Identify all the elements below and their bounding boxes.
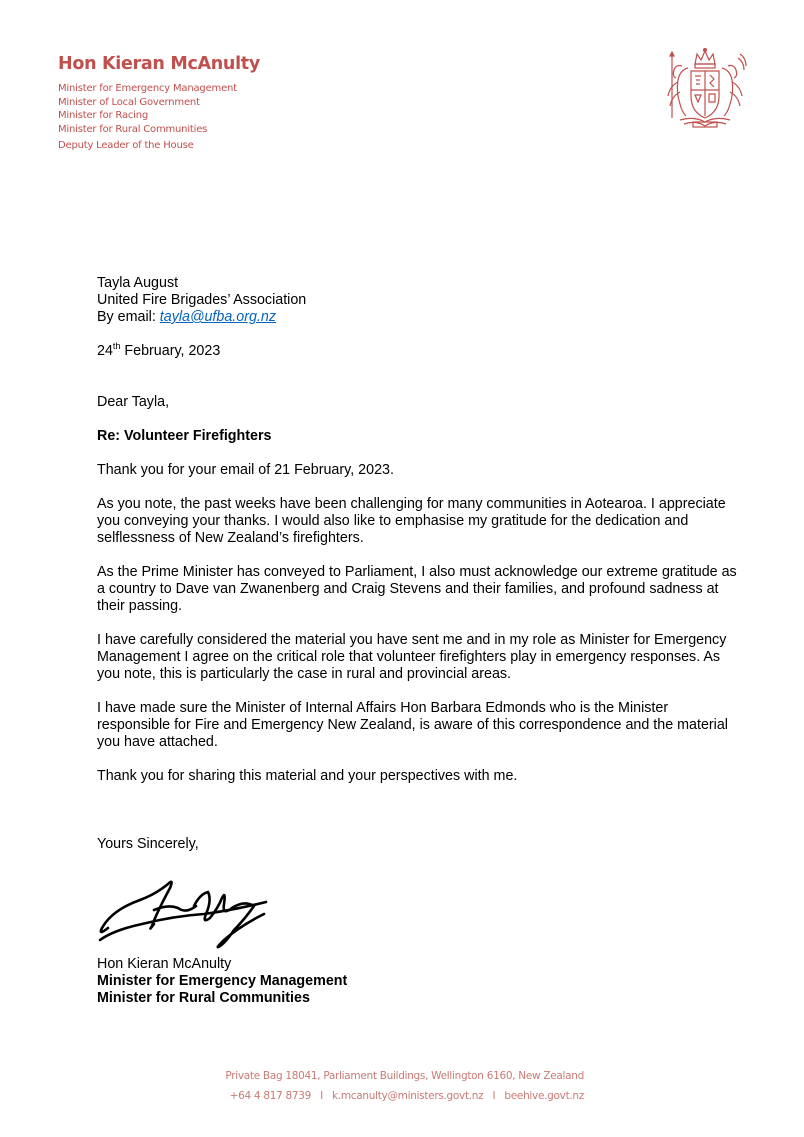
signoff-title: Minister for Rural Communities — [97, 990, 310, 1006]
role-line: Minister for Emergency Management — [58, 83, 237, 94]
handwritten-signature-icon — [94, 870, 276, 952]
signoff-name: Hon Kieran McAnulty — [97, 956, 232, 972]
date-rest: February, 2023 — [120, 343, 221, 359]
signoff-block — [97, 956, 347, 1007]
email-label: By email: — [97, 309, 160, 325]
body-paragraph: I have made sure the Minister of Internal Affairs Hon Barbara Edmonds who is the Minister responsible for Fire and Emergency New Zealand, is aware of this correspondence and the material you have attached. — [97, 700, 728, 750]
body-paragraph: Thank you for sharing this material and your perspectives with me. — [97, 768, 518, 784]
subject-line: Re: Volunteer Firefighters — [97, 428, 272, 444]
letter-footer — [225, 1066, 584, 1106]
letter-body — [97, 275, 737, 853]
role-line: Minister of Local Government — [58, 96, 200, 108]
salutation: Dear Tayla, — [97, 394, 170, 410]
signoff-title: Minister for Emergency Management — [97, 973, 348, 989]
footer-contact: +64 4 817 8739 I k.mcanulty@ministers.govt.nz I beehive.govt.nz — [229, 1090, 584, 1102]
nz-coat-of-arms-icon — [660, 46, 750, 130]
date-suffix: th — [112, 341, 121, 352]
body-paragraph: As the Prime Minister has conveyed to Parliament, I also must acknowledge our extreme gratitude as a country to Dave van Zwanenberg and Craig Stevens and their families, and profound sadness at their passing. — [97, 564, 737, 614]
role-line: Minister for Rural Communities — [58, 123, 208, 135]
date-day: 24 — [97, 343, 113, 359]
body-paragraph: As you note, the past weeks have been challenging for many communities in Aotearoa. I appreciate you conveying your thanks. I would also like to emphasise my gratitude for the dedication and selflessness of New Zealand’s firefighters. — [97, 496, 726, 546]
recipient-organisation: United Fire Brigades’ Association — [97, 292, 307, 308]
recipient-name: Tayla August — [97, 275, 179, 291]
letter-date — [97, 343, 737, 360]
footer-address: Private Bag 18041, Parliament Buildings, Wellington 6160, New Zealand — [225, 1070, 584, 1082]
recipient-email-line — [97, 309, 737, 326]
email-link[interactable]: tayla@ufba.org.nz — [159, 309, 277, 325]
closing: Yours Sincerely, — [97, 836, 199, 852]
body-paragraph: I have carefully considered the material you have sent me and in my role as Minister for Emergency Management I agree on the critical role that volunteer firefighters play in emergency responses. As you note, this is particularly the case in rural and provincial areas. — [97, 632, 727, 682]
body-paragraph: Thank you for your email of 21 February, 2023. — [97, 462, 394, 478]
role-line: Minister for Racing — [58, 110, 149, 121]
minister-roles — [58, 82, 237, 136]
deputy-leader-line: Deputy Leader of the House — [58, 140, 194, 151]
minister-name-heading: Hon Kieran McAnulty — [58, 54, 260, 74]
